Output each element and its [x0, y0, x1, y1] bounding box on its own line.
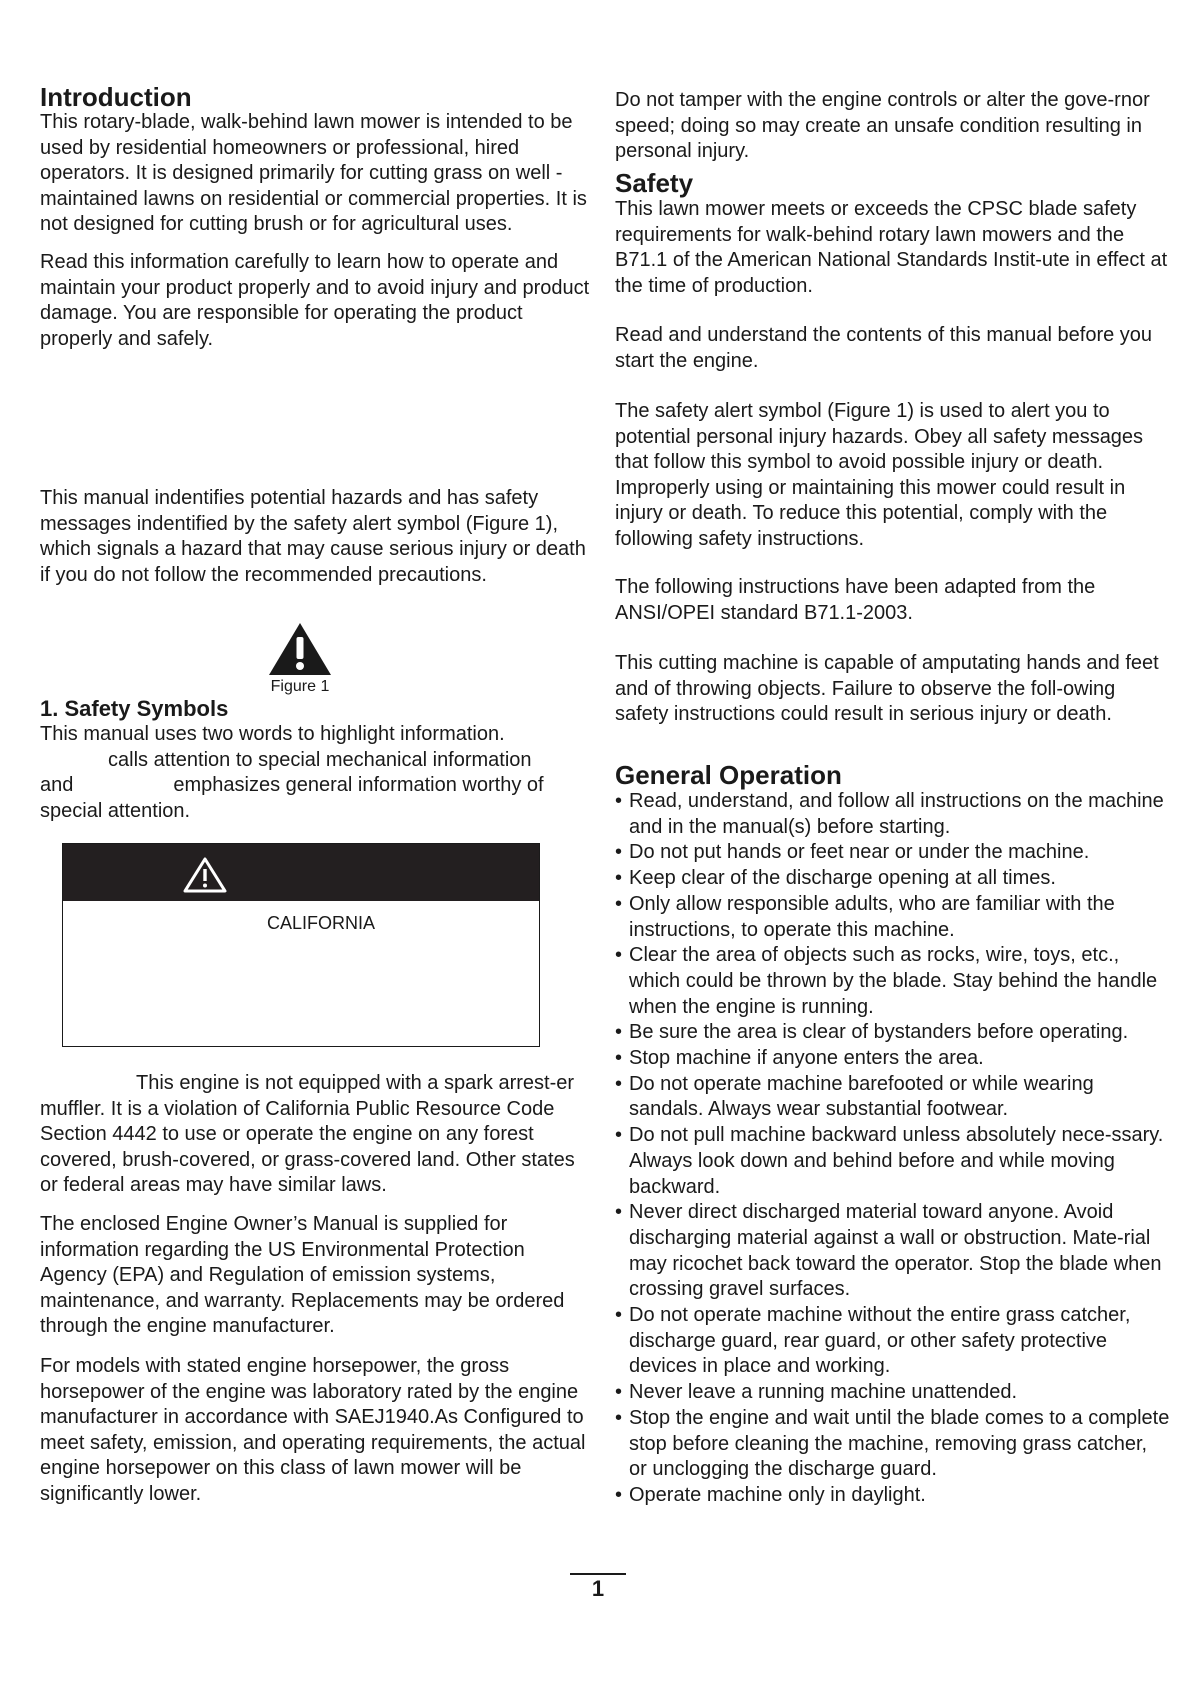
list-item: • Operate machine only in daylight. — [615, 1483, 1170, 1509]
list-item: • Keep clear of the discharge opening at all times. — [615, 866, 1170, 892]
figure-1 — [245, 622, 355, 696]
safety-heading: Safety — [615, 168, 694, 198]
warning-bar — [63, 844, 539, 901]
safety-paragraph-5: This cutting machine is capable of amputating hands and feet and of throwing objects. Failure to observe the foll-owing safety instructions could result in serious injury or death. — [615, 652, 1159, 725]
symbols-line-3-and: and — [40, 774, 74, 796]
symbols-line-4: special attention. — [40, 799, 191, 822]
figure-caption: Figure 1 — [270, 678, 330, 695]
hazard-paragraph: This manual indentifies potential hazards and has safety messages indentified by the safety alert symbol (Figure 1), which signals a hazard that may cause serious injury or death if you do not follow the recommended precautions. — [40, 487, 586, 586]
safety-symbols-heading: 1. Safety Symbols — [40, 696, 229, 721]
general-operation-list — [615, 789, 1170, 1509]
symbols-line-3-rest: emphasizes general information worthy of — [173, 774, 544, 796]
list-item: • Stop machine if anyone enters the area. — [615, 1046, 1170, 1072]
introduction-paragraph-1: This rotary-blade, walk-behind lawn mower is intended to be used by residential homeowners or professional, hired operators. It is designed primarily for cutting grass on well -maintained lawns on residential or commercial properties. It is not designed for cutting brush or for agricultural uses. — [40, 111, 587, 235]
tamper-paragraph: Do not tamper with the engine controls or alter the gove-rnor speed; doing so may create an unsafe condition resulting in personal injury. — [615, 89, 1150, 162]
symbols-line-3 — [40, 773, 595, 799]
safety-symbols-text — [40, 722, 595, 824]
list-item: • Only allow responsible adults, who are familiar with the instructions, to operate this machine. — [615, 892, 1170, 943]
safety-alert-icon — [268, 622, 332, 676]
list-item: • Be sure the area is clear of bystanders before operating. — [615, 1020, 1170, 1046]
list-item: • Do not put hands or feet near or under the machine. — [615, 840, 1170, 866]
horsepower-paragraph: For models with stated engine horsepower, the gross horsepower of the engine was laboratory rated by the engine manufacturer in accordance with SAEJ1940.As Configured to meet safety, emission, and operating requirements, the actual engine horsepower on this class of lawn mower will be significantly lower. — [40, 1355, 586, 1505]
symbols-line-1: This manual uses two words to highlight information. — [40, 723, 505, 745]
symbols-line-2: calls attention to special mechanical information — [108, 748, 532, 771]
introduction-heading: Introduction — [40, 82, 192, 112]
introduction-paragraph-2: Read this information carefully to learn how to operate and maintain your product properly and to avoid injury and product damage. You are responsible for operating the product properly and safely. — [40, 251, 590, 350]
safety-paragraph-3: The safety alert symbol (Figure 1) is used to alert you to potential personal injury hazards. Obey all safety messages that follow this symbol to avoid possible injury or death. Improperly using or maintaining this mower could result in injury or death. To reduce this potential, comply with the following safety instructions. — [615, 400, 1144, 550]
safety-paragraph-4: The following instructions have been adapted from the ANSI/OPEI standard B71.1-2003. — [615, 576, 1096, 624]
california-warning-box — [62, 843, 540, 1047]
page-number-value: 1 — [591, 1576, 605, 1601]
list-item: • Clear the area of objects such as rocks, wire, toys, etc., which could be thrown by the blade. Stay behind the handle when the engine is running. — [615, 943, 1170, 1020]
list-item: • Do not pull machine backward unless absolutely nece-ssary. Always look down and behind before and while moving backward. — [615, 1123, 1170, 1200]
general-operation-heading: General Operation — [615, 760, 842, 790]
owners-manual-paragraph: The enclosed Engine Owner’s Manual is supplied for information regarding the US Environmental Protection Agency (EPA) and Regulation of emission systems, maintenance, and warranty. Replacements may be ordered through the engine manufacturer. — [40, 1213, 565, 1337]
list-item: • Never direct discharged material toward anyone. Avoid discharging material against a wall or obstruction. Mate-rial may ricochet back toward the operator. Stop the blade when crossing gravel surfaces. — [615, 1200, 1170, 1303]
list-item: • Never leave a running machine unattended. — [615, 1380, 1170, 1406]
list-item: • Read, understand, and follow all instructions on the machine and in the manual(s) before starting. — [615, 789, 1170, 840]
safety-paragraph-2: Read and understand the contents of this manual before you start the engine. — [615, 324, 1153, 372]
spark-arrester-paragraph: This engine is not equipped with a spark arrest-er muffler. It is a violation of California Public Resource Code Section 4442 to use or operate the engine on any forest covered, brush-covered, or grass-covered land. Other states or federal areas may have similar laws. — [40, 1072, 575, 1196]
page-number — [570, 1573, 626, 1603]
list-item: • Do not operate machine barefooted or while wearing sandals. Always wear substantial footwear. — [615, 1072, 1170, 1123]
list-item: • Stop the engine and wait until the blade comes to a complete stop before cleaning the machine, removing grass catcher, or unclogging the discharge guard. — [615, 1406, 1170, 1483]
list-item: • Do not operate machine without the entire grass catcher, discharge guard, rear guard, or other safety protective devices in place and working. — [615, 1303, 1170, 1380]
warning-state-label: CALIFORNIA — [266, 913, 376, 933]
warning-triangle-icon — [183, 857, 227, 893]
safety-paragraph-1: This lawn mower meets or exceeds the CPSC blade safety requirements for walk-behind rotary lawn mowers and the B71.1 of the American National Standards Instit-ute in effect at the time of production. — [615, 198, 1168, 297]
